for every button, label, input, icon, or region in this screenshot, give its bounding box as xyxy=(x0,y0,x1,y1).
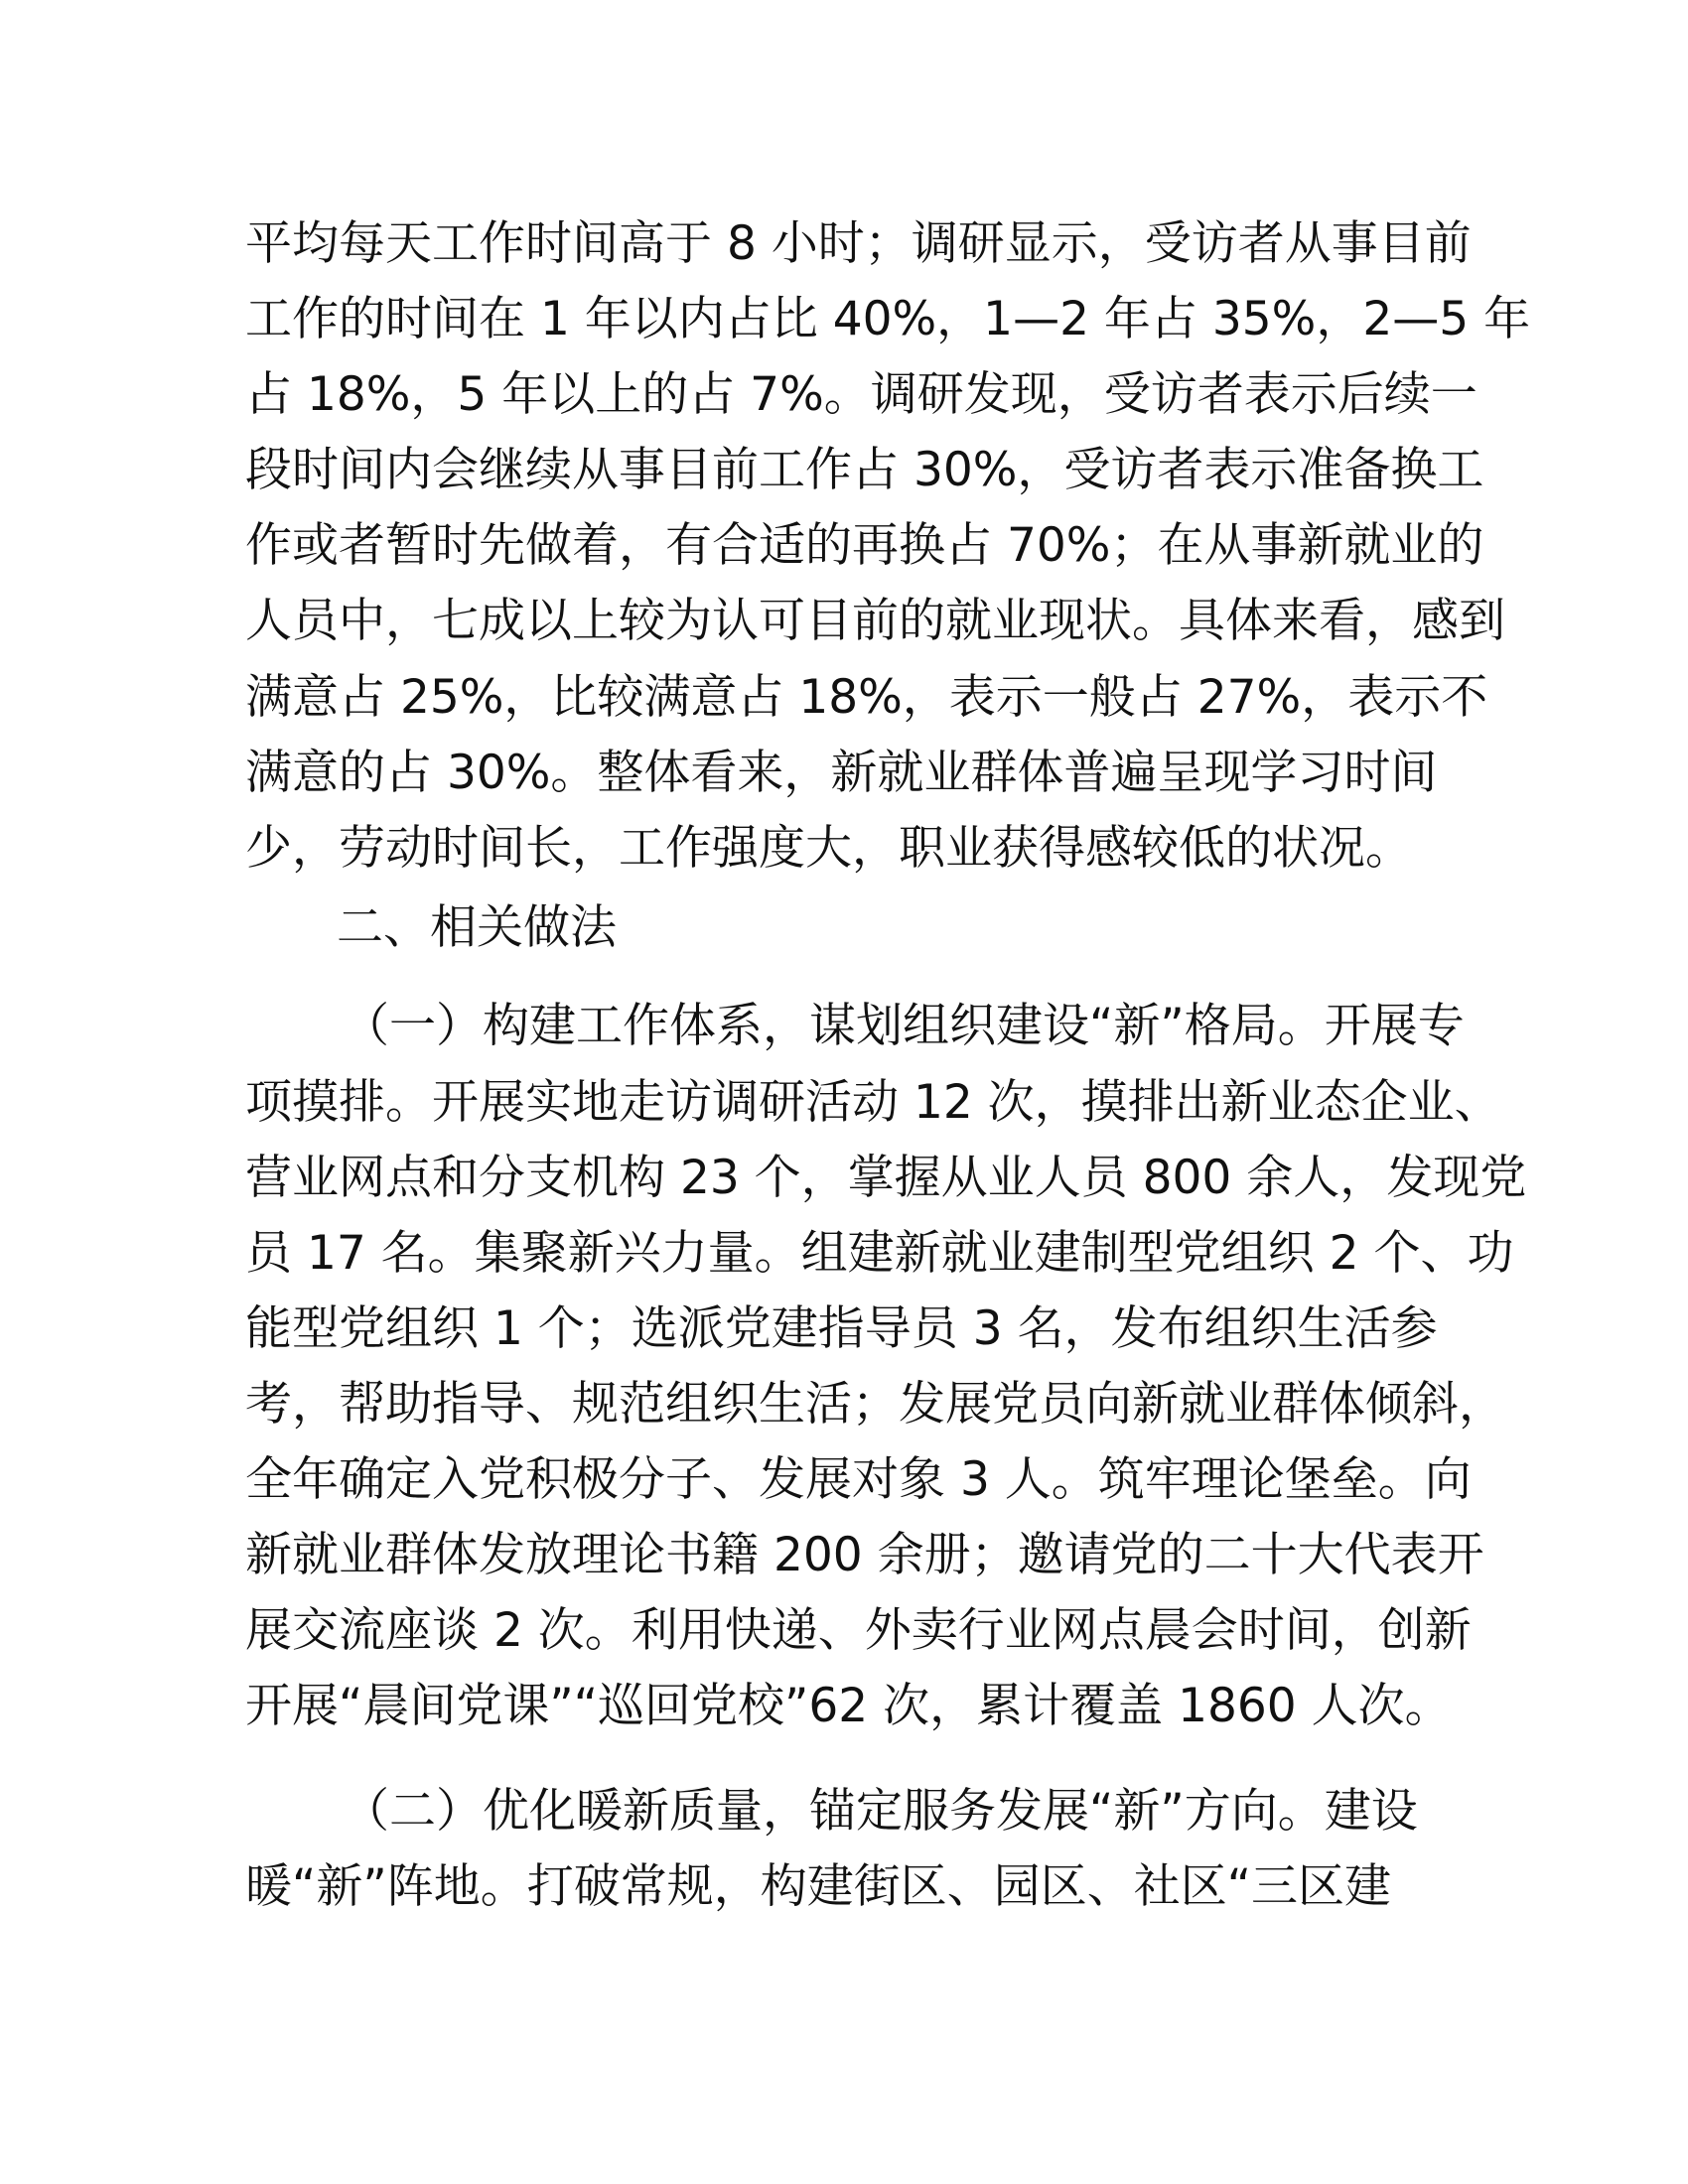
paragraph-line: 平均每天工作时间高于 8 小时；调研显示，受访者从事目前 xyxy=(245,216,1472,271)
paragraph-line: 少，劳动时间长，工作强度大，职业获得感较低的状况。 xyxy=(245,821,1412,876)
paragraph-line: 项摸排。开展实地走访调研活动 12 次，摸排出新业态企业、 xyxy=(245,1075,1501,1130)
paragraph-line: 考，帮助指导、规范组织生活；发展党员向新就业群体倾斜， xyxy=(245,1377,1505,1432)
paragraph-line: 员 17 名。集聚新兴力量。组建新就业建制型党组织 2 个、功 xyxy=(245,1226,1514,1281)
paragraph-line: 新就业群体发放理论书籍 200 余册；邀请党的二十大代表开 xyxy=(245,1528,1484,1582)
paragraph-line: 暖“新”阵地。打破常规，构建街区、园区、社区“三区建 xyxy=(245,1859,1392,1914)
paragraph-line: 占 18%，5 年以上的占 7%。调研发现，受访者表示后续一 xyxy=(245,367,1477,422)
paragraph-line: 全年确定入党积极分子、发展对象 3 人。筑牢理论堡垒。向 xyxy=(245,1452,1472,1507)
paragraph-line: 满意占 25%，比较满意占 18%，表示一般占 27%，表示不 xyxy=(245,670,1488,725)
paragraph-line: 段时间内会继续从事目前工作占 30%，受访者表示准备换工 xyxy=(245,443,1484,497)
paragraph-line: 满意的占 30%。整体看来，新就业群体普遍呈现学习时间 xyxy=(245,746,1438,800)
paragraph-line: 开展“晨间党课”“巡回党校”62 次，累计覆盖 1860 人次。 xyxy=(245,1679,1452,1733)
paragraph-line: （一）构建工作体系，谋划组织建设“新”格局。开展专 xyxy=(343,999,1465,1053)
paragraph-line: 展交流座谈 2 次。利用快递、外卖行业网点晨会时间，创新 xyxy=(245,1603,1472,1658)
section-heading: 二、相关做法 xyxy=(337,900,617,955)
paragraph-line: （二）优化暖新质量，锚定服务发展“新”方向。建设 xyxy=(343,1784,1418,1839)
paragraph-line: 人员中，七成以上较为认可目前的就业现状。具体来看，感到 xyxy=(245,594,1505,648)
paragraph-line: 能型党组织 1 个；选派党建指导员 3 名，发布组织生活参 xyxy=(245,1301,1438,1356)
paragraph-line: 作或者暂时先做着，有合适的再换占 70%；在从事新就业的 xyxy=(245,518,1484,573)
paragraph-line: 工作的时间在 1 年以内占比 40%，1—2 年占 35%，2—5 年 xyxy=(245,292,1531,346)
paragraph-line: 营业网点和分支机构 23 个，掌握从业人员 800 余人，发现党 xyxy=(245,1151,1527,1205)
